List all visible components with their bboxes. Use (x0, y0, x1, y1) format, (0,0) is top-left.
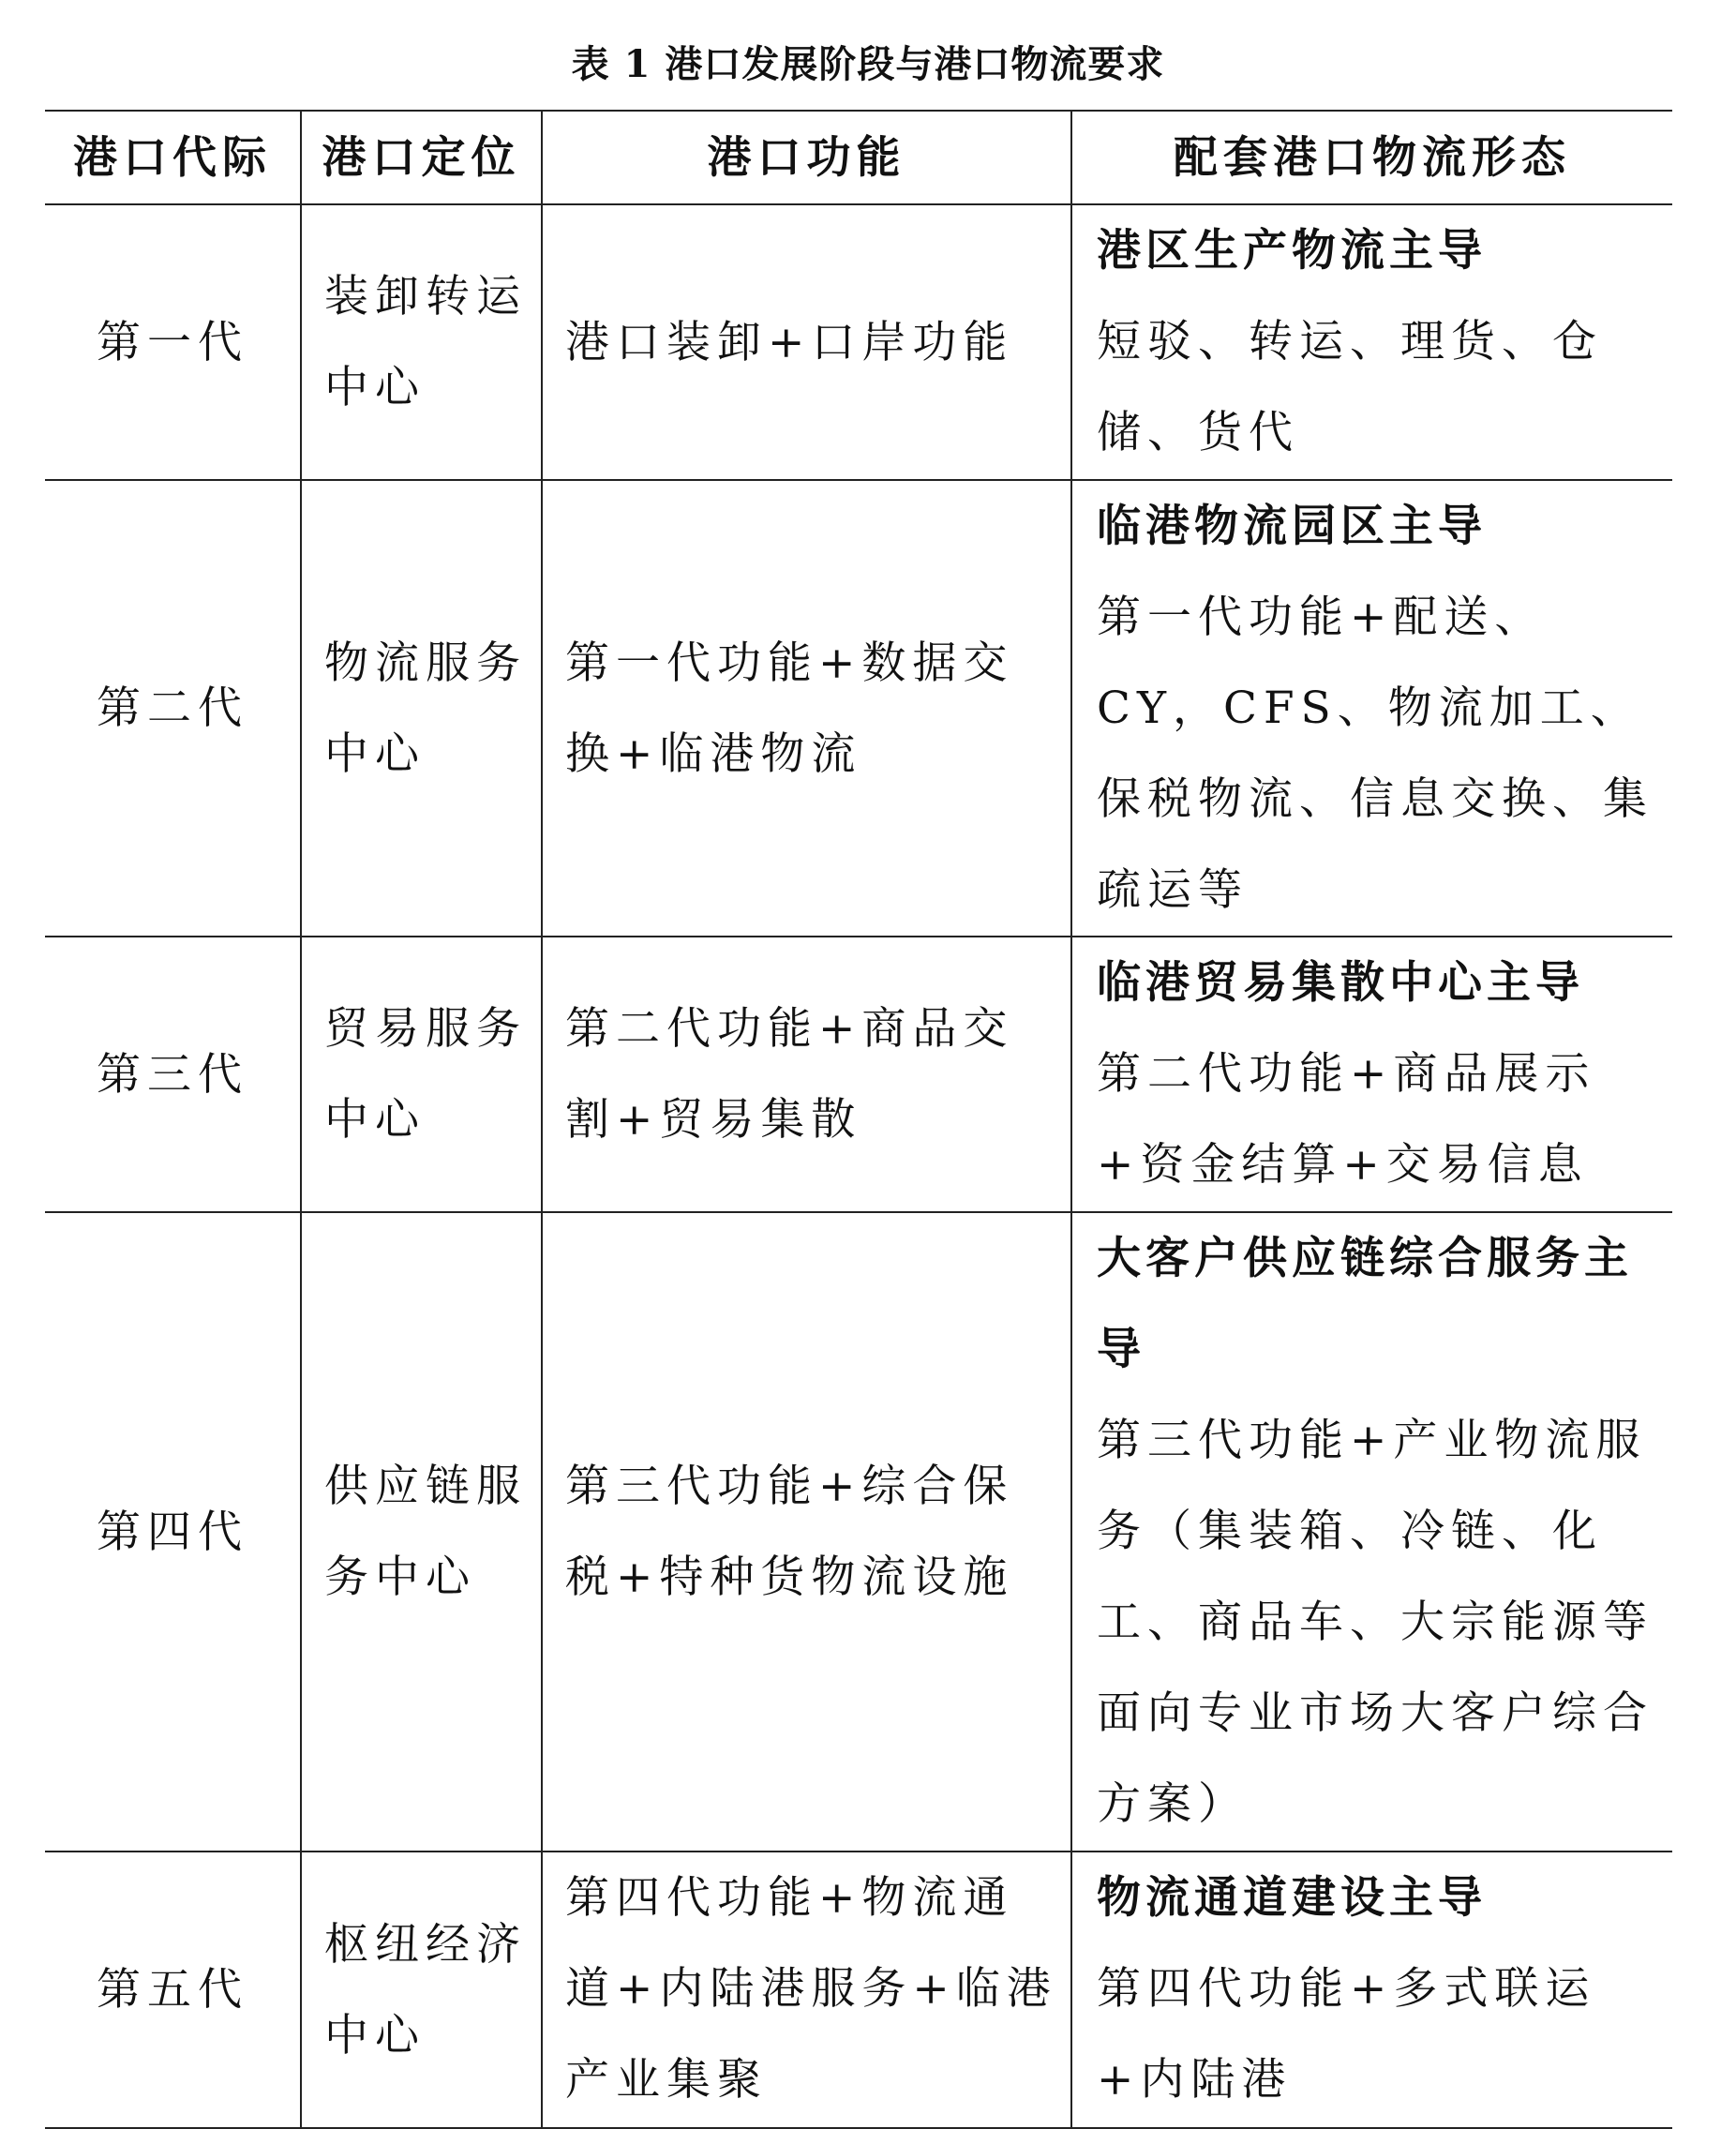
table-row (45, 1852, 1672, 2128)
header-positioning: 港口定位 (301, 111, 542, 204)
logistics-form-title: 港区生产物流主导 (1097, 225, 1487, 277)
logistics-form-title: 临港物流园区主导 (1097, 501, 1487, 552)
positioning-cell: 供应链服务中心 (301, 1212, 542, 1852)
generation-cell: 第一代 (45, 204, 301, 480)
header-function: 港口功能 (542, 111, 1071, 204)
logistics-form-cell (1071, 480, 1672, 937)
positioning-cell: 贸易服务中心 (301, 937, 542, 1212)
table-header-row (45, 111, 1672, 204)
logistics-form-title: 物流通道建设主导 (1097, 1872, 1487, 1924)
logistics-form-body: 第四代功能+多式联运+内陆港 (1097, 1963, 1596, 2106)
generation-cell: 第三代 (45, 937, 301, 1212)
generation-cell: 第五代 (45, 1852, 301, 2128)
logistics-form-cell (1071, 1852, 1672, 2128)
positioning-cell: 物流服务中心 (301, 480, 542, 937)
header-generation: 港口代际 (45, 111, 301, 204)
logistics-form-body: 第一代功能+配送、CY，CFS、物流加工、保税物流、信息交换、集疏运等 (1097, 592, 1654, 916)
function-cell: 第三代功能+综合保税+特种货物流设施 (542, 1212, 1071, 1852)
logistics-form-cell (1071, 1212, 1672, 1852)
table-row (45, 1212, 1672, 1852)
logistics-form-body: 第二代功能+商品展示+资金结算+交易信息 (1097, 1048, 1596, 1191)
positioning-cell: 枢纽经济中心 (301, 1852, 542, 2128)
function-cell: 第一代功能+数据交换+临港物流 (542, 480, 1071, 937)
generation-cell: 第二代 (45, 480, 301, 937)
function-cell: 第二代功能+商品交割+贸易集散 (542, 937, 1071, 1212)
logistics-form-title: 临港贸易集散中心主导 (1097, 957, 1584, 1009)
generation-cell: 第四代 (45, 1212, 301, 1852)
table-row (45, 480, 1672, 937)
port-development-table (45, 110, 1672, 2129)
positioning-cell: 装卸转运中心 (301, 204, 542, 480)
table-row (45, 204, 1672, 480)
logistics-form-body: 短驳、转运、理货、仓储、货代 (1097, 316, 1603, 458)
logistics-form-cell (1071, 937, 1672, 1212)
table-caption: 表 1 港口发展阶段与港口物流要求 (571, 42, 1165, 86)
table-row (45, 937, 1672, 1212)
function-cell: 港口装卸+口岸功能 (542, 204, 1071, 480)
function-cell: 第四代功能+物流通道+内陆港服务+临港产业集聚 (542, 1852, 1071, 2128)
header-logistics-form: 配套港口物流形态 (1071, 111, 1672, 204)
logistics-form-cell (1071, 204, 1672, 480)
logistics-form-body: 第三代功能+产业物流服务（集装箱、冷链、化工、商品车、大宗能源等面向专业市场大客户综合方案） (1097, 1415, 1654, 1830)
logistics-form-title: 大客户供应链综合服务主导 (1097, 1233, 1633, 1375)
